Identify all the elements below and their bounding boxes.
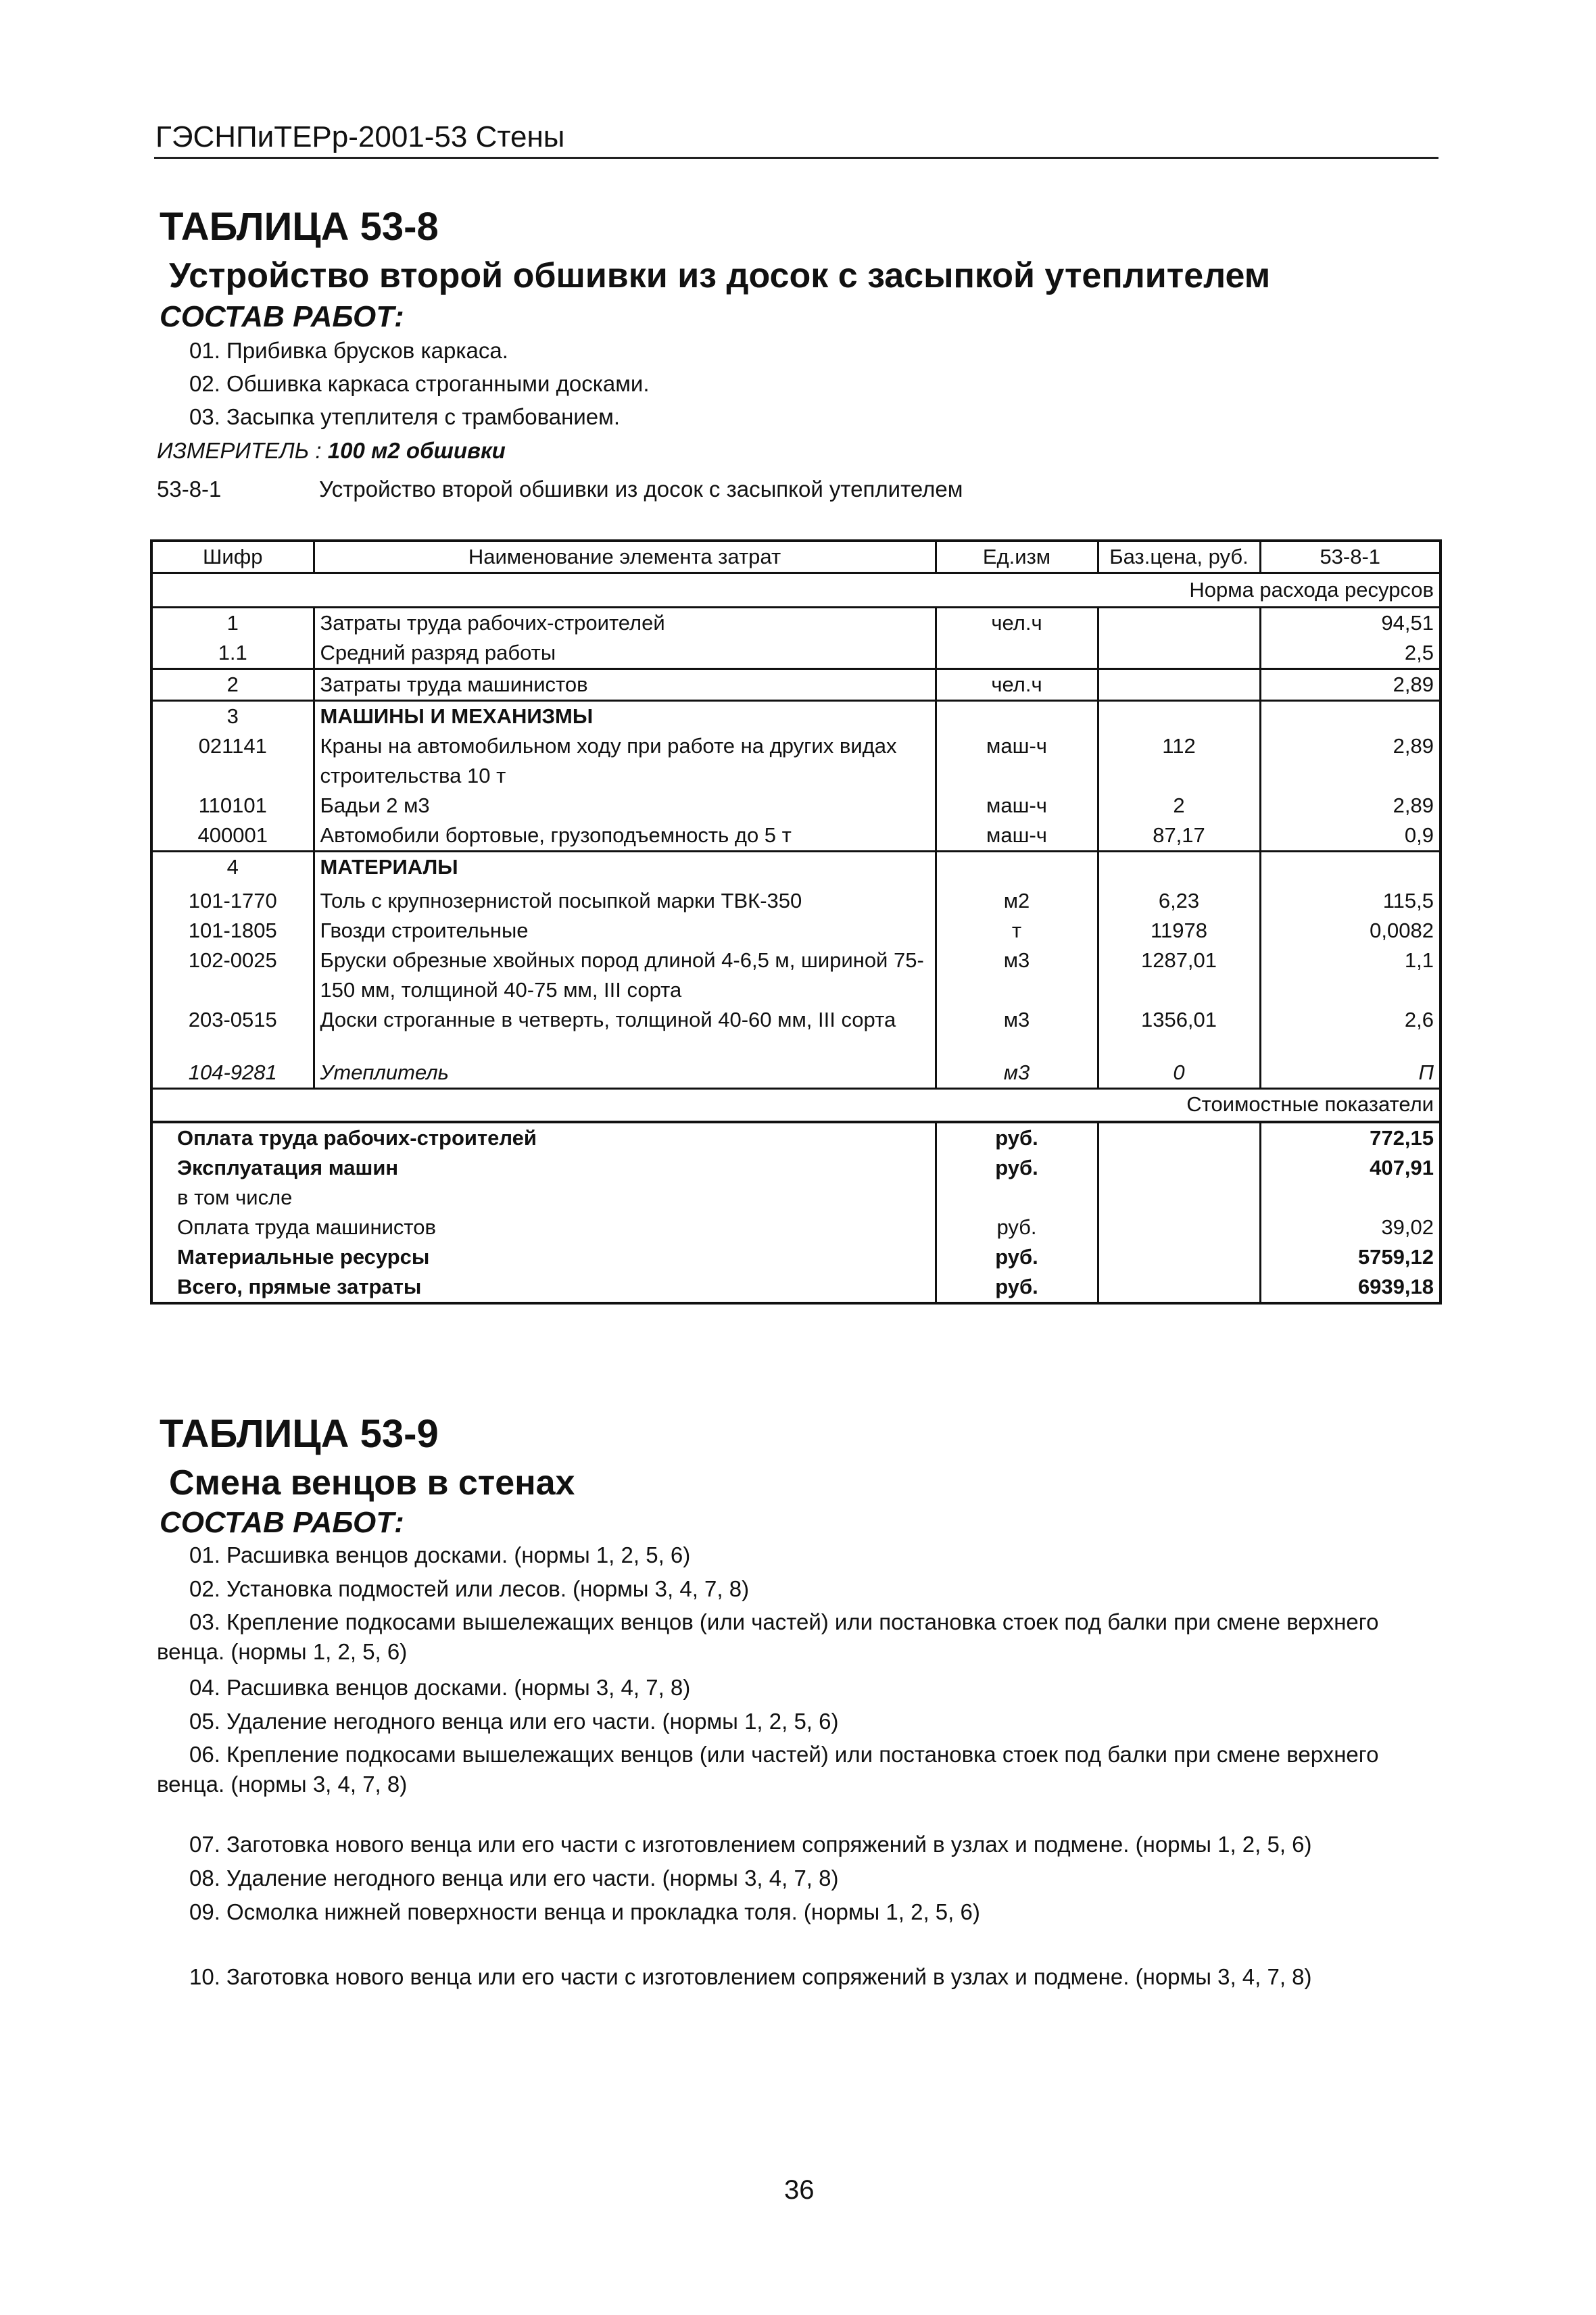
row-value: 2,89 — [1260, 669, 1441, 701]
row-name: Толь с крупнозернистой посыпкой марки ТВК-350 — [314, 882, 936, 916]
cost-empty — [1098, 1272, 1260, 1303]
cost-unit: руб. — [936, 1213, 1098, 1242]
row-name: Затраты труда машинистов — [314, 669, 936, 701]
table2-work-item: 01. Расшивка венцов досками. (нормы 1, 2, 5, 6) — [189, 1542, 691, 1567]
table2-work-item: 08. Удаление негодного венца или его части. (нормы 3, 4, 7, 8) — [189, 1866, 839, 1891]
cost-name: Оплата труда рабочих-строителей — [177, 1126, 537, 1150]
table-row — [151, 946, 1441, 1005]
table-row — [151, 701, 1441, 732]
resource-norm-table — [150, 539, 1442, 1305]
row-price: 6,23 — [1098, 882, 1260, 916]
table-row — [151, 1058, 1441, 1089]
cost-empty — [1098, 1183, 1260, 1213]
column-header-norm-code: 53-8-1 — [1260, 541, 1441, 573]
cost-row — [151, 1213, 1441, 1242]
table1-work-item: 01. Прибивка брусков каркаса. — [189, 338, 508, 363]
row-unit: т — [936, 916, 1098, 946]
row-name: Утеплитель — [314, 1058, 936, 1089]
table2-work-item: 04. Расшивка венцов досками. (нормы 3, 4, 7, 8) — [189, 1675, 691, 1700]
table2-work-item: 07. Заготовка нового венца или его части с изготовлением сопряжений в узлах и подмене. (нормы 1, 2, 5, 6) — [189, 1832, 1312, 1857]
row-price: 2 — [1098, 791, 1260, 821]
row-code: 2 — [151, 669, 314, 701]
table2-subtitle: Смена венцов в стенах — [169, 1463, 575, 1503]
row-unit: маш-ч — [936, 821, 1098, 852]
row-code: 104-9281 — [188, 1061, 277, 1084]
cost-name: Оплата труда машинистов — [177, 1215, 436, 1239]
row-price: 87,17 — [1098, 821, 1260, 852]
row-value: 115,5 — [1260, 882, 1441, 916]
table2-work-label: СОСТАВ РАБОТ: — [160, 1506, 404, 1539]
cost-value: 6939,18 — [1260, 1272, 1441, 1303]
row-code: 1 — [151, 608, 314, 639]
cost-unit: руб. — [936, 1122, 1098, 1153]
row-price — [1098, 638, 1260, 669]
row-name: Затраты труда рабочих-строителей — [314, 608, 936, 639]
table-row — [151, 916, 1441, 946]
row-code: 021141 — [198, 734, 267, 758]
row-name: Средний разряд работы — [314, 638, 936, 669]
column-header-unit: Ед.изм — [936, 541, 1098, 573]
row-name: Бадьи 2 м3 — [314, 791, 936, 821]
row-value: 1,1 — [1260, 946, 1441, 1005]
row-price — [1098, 852, 1260, 883]
cost-name: в том числе — [177, 1186, 293, 1209]
header-rule — [154, 157, 1438, 159]
row-code: 101-1805 — [188, 919, 277, 942]
table2-work-item: 09. Осмолка нижней поверхности венца и прокладка толя. (нормы 1, 2, 5, 6) — [189, 1899, 980, 1924]
column-header-price: Баз.цена, руб. — [1098, 541, 1260, 573]
row-code: 1.1 — [218, 641, 247, 664]
measure-label: ИЗМЕРИТЕЛЬ : — [157, 438, 322, 463]
row-price: 11978 — [1098, 916, 1260, 946]
table1-work-item: 02. Обшивка каркаса строганными досками. — [189, 371, 650, 396]
row-unit: м3 — [936, 1005, 1098, 1058]
table-row — [151, 1005, 1441, 1058]
cost-name: Эксплуатация машин — [177, 1156, 399, 1179]
cost-value: 39,02 — [1260, 1213, 1441, 1242]
norm-header-row — [151, 573, 1441, 608]
row-name: Гвозди строительные — [314, 916, 936, 946]
row-code: 4 — [151, 852, 314, 883]
row-value: 2,89 — [1260, 731, 1441, 791]
row-code: 102-0025 — [188, 948, 277, 972]
cost-unit: руб. — [936, 1272, 1098, 1303]
table-row — [151, 608, 1441, 639]
row-value: 0,0082 — [1260, 916, 1441, 946]
row-price — [1098, 701, 1260, 732]
row-unit — [936, 701, 1098, 732]
cost-value: 407,91 — [1260, 1153, 1441, 1183]
row-name: МАТЕРИАЛЫ — [314, 852, 936, 883]
row-name: Бруски обрезные хвойных пород длиной 4-6,5 м, шириной 75-150 мм, толщиной 40-75 мм, III сорта — [314, 946, 936, 1005]
row-code: 400001 — [197, 823, 268, 847]
table-header-row — [151, 541, 1441, 573]
table-row — [151, 852, 1441, 883]
table1-work-item: 03. Засыпка утеплителя с трамбованием. — [189, 404, 620, 429]
cost-header-row — [151, 1089, 1441, 1123]
row-name: Доски строганные в четверть, толщиной 40-60 мм, III сорта — [314, 1005, 936, 1058]
table2-heading: ТАБЛИЦА 53-9 — [160, 1412, 439, 1456]
row-price: 112 — [1098, 731, 1260, 791]
norm-code-description: Устройство второй обшивки из досок с засыпкой утеплителем — [319, 477, 963, 502]
cost-header: Стоимостные показатели — [151, 1089, 1441, 1123]
cost-name: Всего, прямые затраты — [177, 1275, 422, 1298]
column-header-code: Шифр — [203, 545, 263, 568]
table2-work-item: 02. Установка подмостей или лесов. (нормы 3, 4, 7, 8) — [189, 1576, 750, 1601]
row-unit: м2 — [936, 882, 1098, 916]
row-unit: м3 — [936, 946, 1098, 1005]
measure-line — [157, 438, 506, 464]
row-value — [1260, 701, 1441, 732]
row-unit: чел.ч — [936, 608, 1098, 639]
cost-value — [1260, 1183, 1441, 1213]
document-header-title: ГЭСНПиТЕРр-2001-53 Стены — [155, 120, 565, 153]
row-name: МАШИНЫ И МЕХАНИЗМЫ — [314, 701, 936, 732]
column-header-name: Наименование элемента затрат — [314, 541, 936, 573]
row-code: 101-1770 — [188, 889, 277, 912]
table1-work-label: СОСТАВ РАБОТ: — [160, 300, 404, 333]
cost-name: Материальные ресурсы — [177, 1245, 430, 1269]
cost-unit: руб. — [936, 1242, 1098, 1272]
row-unit: м3 — [936, 1058, 1098, 1089]
row-price — [1098, 608, 1260, 639]
table1-heading: ТАБЛИЦА 53-8 — [160, 205, 439, 249]
row-name: Краны на автомобильном ходу при работе на других видах строительства 10 т — [314, 731, 936, 791]
cost-value: 772,15 — [1260, 1122, 1441, 1153]
row-unit: маш-ч — [936, 731, 1098, 791]
table2-work-item: 10. Заготовка нового венца или его части с изготовлением сопряжений в узлах и подмене. (нормы 3, 4, 7, 8) — [189, 1964, 1312, 1989]
table2-work-item: 03. Крепление подкосами вышележащих венцов (или частей) или постановка стоек под балки при смене верхнего венца. (нормы 1, 2, 5, 6) — [157, 1609, 1379, 1664]
cost-empty — [1098, 1242, 1260, 1272]
row-value: П — [1260, 1058, 1441, 1089]
table2-work-item: 05. Удаление негодного венца или его части. (нормы 1, 2, 5, 6) — [189, 1709, 839, 1734]
table-row — [151, 821, 1441, 852]
norm-code: 53-8-1 — [157, 477, 222, 502]
norm-header: Норма расхода ресурсов — [151, 573, 1441, 608]
row-unit: чел.ч — [936, 669, 1098, 701]
row-unit: маш-ч — [936, 791, 1098, 821]
cost-empty — [1098, 1213, 1260, 1242]
row-value: 2,89 — [1260, 791, 1441, 821]
cost-row — [151, 1272, 1441, 1303]
row-unit — [936, 852, 1098, 883]
table1-subtitle: Устройство второй обшивки из досок с засыпкой утеплителем — [169, 256, 1271, 295]
row-name: Автомобили бортовые, грузоподъемность до 5 т — [314, 821, 936, 852]
row-price: 1287,01 — [1098, 946, 1260, 1005]
row-price: 1356,01 — [1098, 1005, 1260, 1058]
cost-value: 5759,12 — [1260, 1242, 1441, 1272]
table-row — [151, 638, 1441, 669]
row-unit — [936, 638, 1098, 669]
table-row — [151, 791, 1441, 821]
cost-empty — [1098, 1122, 1260, 1153]
row-price: 0 — [1098, 1058, 1260, 1089]
table-row — [151, 669, 1441, 701]
row-value: 2,6 — [1260, 1005, 1441, 1058]
row-price — [1098, 669, 1260, 701]
cost-row — [151, 1242, 1441, 1272]
cost-empty — [1098, 1153, 1260, 1183]
cost-unit: руб. — [936, 1153, 1098, 1183]
cost-row — [151, 1183, 1441, 1213]
table2-work-item: 06. Крепление подкосами вышележащих венцов (или частей) или постановка стоек под балки при смене верхнего венца. (нормы 3, 4, 7, 8) — [157, 1742, 1379, 1797]
measure-value: 100 м2 обшивки — [327, 438, 506, 463]
row-value: 94,51 — [1260, 608, 1441, 639]
row-code: 3 — [151, 701, 314, 732]
page-number: 36 — [784, 2175, 815, 2205]
table-row — [151, 731, 1441, 791]
row-code: 110101 — [198, 794, 267, 817]
cost-row — [151, 1122, 1441, 1153]
cost-unit — [936, 1183, 1098, 1213]
row-value: 0,9 — [1260, 821, 1441, 852]
table-row — [151, 882, 1441, 916]
cost-row — [151, 1153, 1441, 1183]
row-code: 203-0515 — [188, 1008, 277, 1031]
row-value: 2,5 — [1260, 638, 1441, 669]
row-value — [1260, 852, 1441, 883]
